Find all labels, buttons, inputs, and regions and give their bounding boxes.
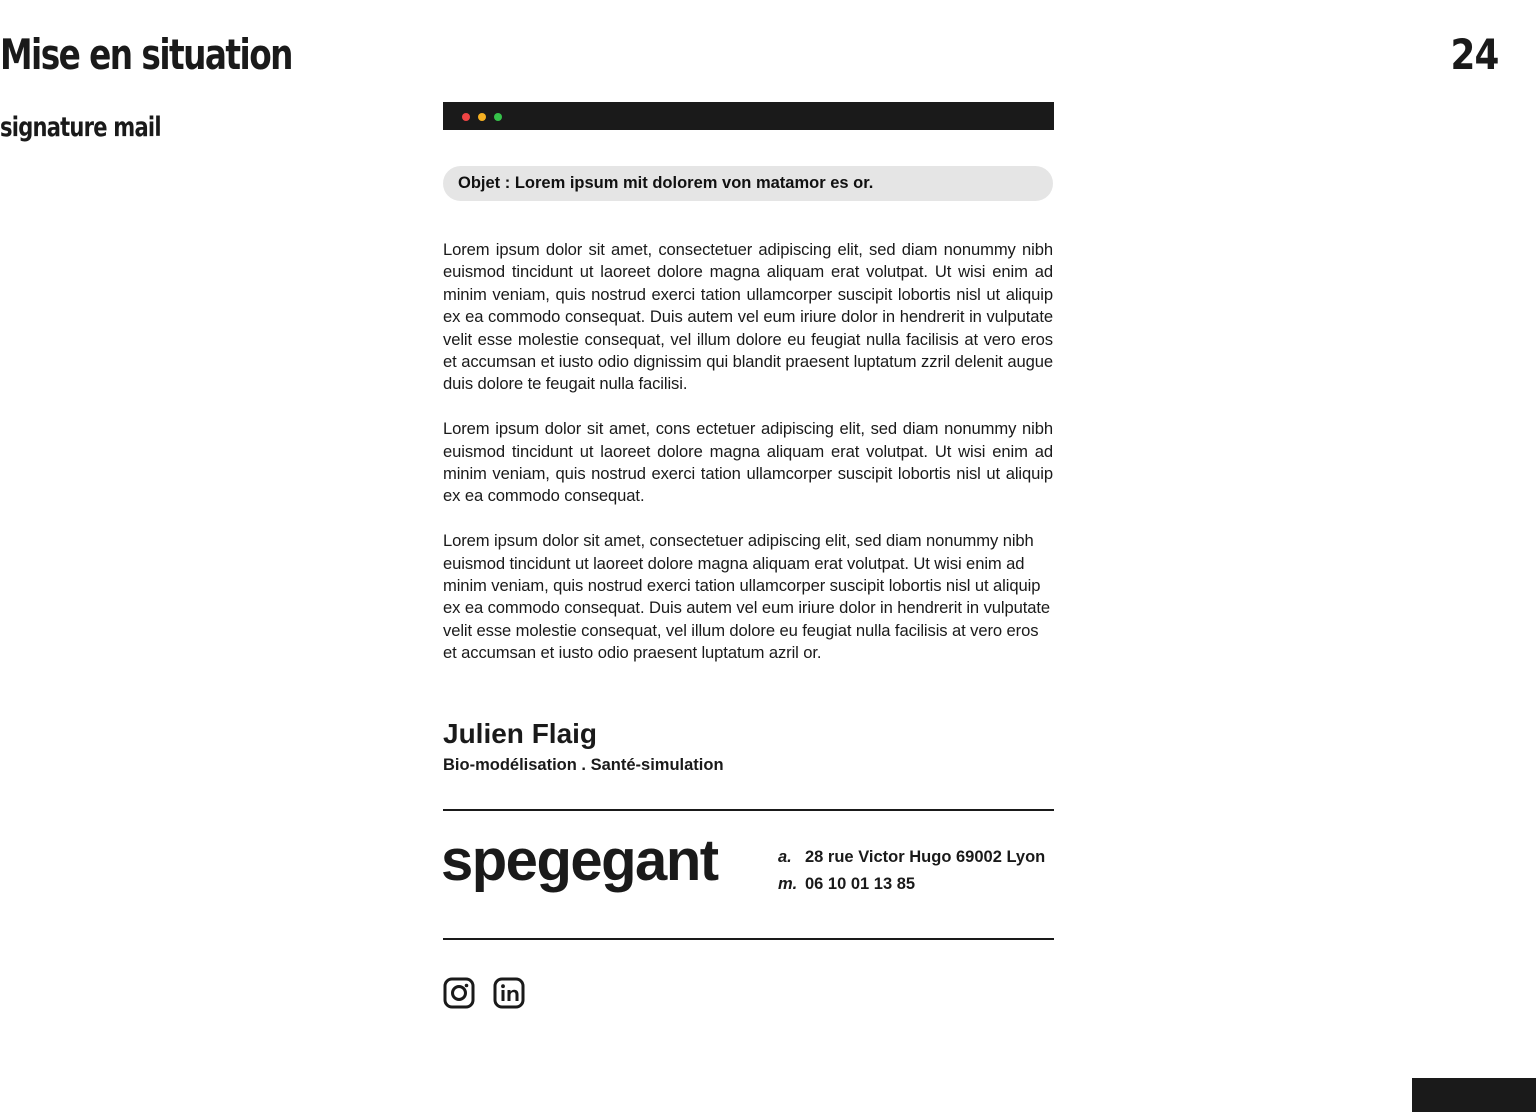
phone-key: m. [778,875,798,893]
page-number: 24 [1450,30,1498,79]
window-minimize-dot[interactable] [478,113,486,121]
signature-divider-bottom [443,938,1054,940]
signature-address [778,848,1045,867]
mail-window-titlebar [443,102,1054,130]
brand-logo: spegegant [441,828,718,893]
window-close-dot[interactable] [462,113,470,121]
address-key: a. [778,848,792,866]
corner-block [1412,1078,1536,1112]
signature-divider-top [443,809,1054,811]
email-paragraph: Lorem ipsum dolor sit amet, consectetuer adipiscing elit, sed diam nonummy nibh euismod tincidunt ut laoreet dolore magna aliquam erat volutpat. Ut wisi enim ad minim veniam, quis nostrud exerci tation ullamcorper suscipit lobortis nisl ut aliquip ex ea commodo consequat. Duis autem vel eum iriure dolor in hendrerit in vulputate velit esse molestie consequat, vel illum dolore eu feugiat nulla facilisis at vero eros et accumsan et iusto odio praesent luptatum azril or. [443,531,1051,663]
phone-value: 06 10 01 13 85 [805,875,916,893]
address-value: 28 rue Victor Hugo 69002 Lyon [805,848,1046,866]
page-title: Mise en situation [0,30,292,79]
email-paragraph: Lorem ipsum dolor sit amet, cons ectetuer adipiscing elit, sed diam nonummy nibh euismod tincidunt ut laoreet dolore magna aliquam erat volutpat. Ut wisi enim ad minim veniam, quis nostrud exerci tation ullamcorper suscipit lobortis nisl ut aliquip ex ea commodo consequat. [443,419,1053,506]
email-paragraph: Lorem ipsum dolor sit amet, consectetuer adipiscing elit, sed diam nonummy nibh euismod tincidunt ut laoreet dolore magna aliquam erat volutpat. Ut wisi enim ad minim veniam, quis nostrud exerci tation ullamcorper suscipit lobortis nisl ut aliquip ex ea commodo consequat. Duis autem vel eum iriure dolor in hendrerit in vulputate velit esse molestie consequat, vel illum dolore eu feugiat nulla facilisis at vero eros et accumsan et iusto odio dignissim qui blandit praesent luptatum zzril delenit augue duis dolore te feugait nulla facilisi. [443,240,1053,394]
linkedin-icon[interactable] [493,977,525,1009]
email-subject-field[interactable]: Objet : Lorem ipsum mit dolorem von matamor es or. [443,166,1053,201]
section-subtitle: signature mail [0,112,161,143]
signature-name: Julien Flaig [443,718,598,749]
window-maximize-dot[interactable] [494,113,502,121]
signature-role: Bio-modélisation . Santé-simulation [443,756,724,774]
signature-phone [778,875,915,894]
instagram-icon[interactable] [443,977,475,1009]
email-body [443,239,1053,687]
